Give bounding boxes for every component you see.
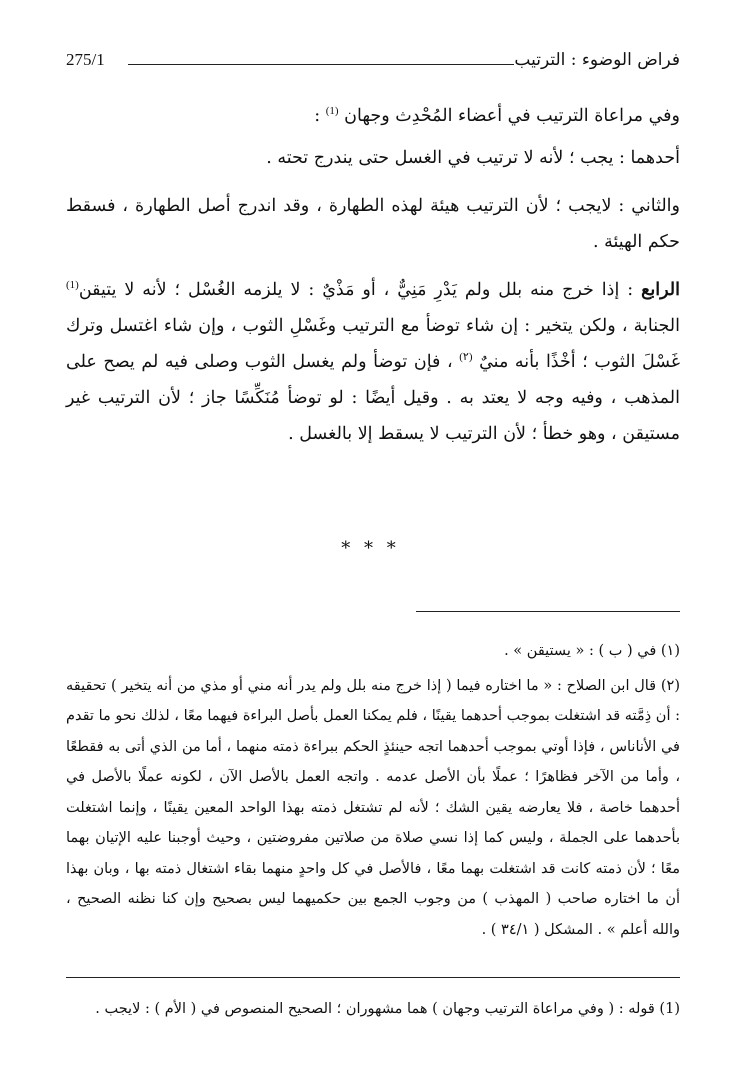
bottom-rule [66,977,680,978]
fourth-text-3: ، فإن توضأ ولم يغسل الثوب وصلى فيه لم يصح على المذهب ، وفيه وجه لا يعتد به . وقيل أيضًا : لو توضأ مُنَكِّسًا جاز ؛ لأن الترتيب غير مستيقن ، وهو خطأ ؛ لأن الترتيب لا يسقط إلا بالغسل . [66,352,680,444]
header-rule [128,64,514,65]
intro-tail: : [314,106,326,126]
fourth-heading: الرابع [641,280,680,300]
fourth-text-2: الجنابة ، ولكن يتخير : إن شاء توضأ مع الترتيب وغَسْلِ الثوب ، وإن شاء اغتسل وترك غَسْلَ الثوب ؛ أخْذًا بأنه منيٌ [66,316,680,372]
first-view-paragraph: أحدهما : يجب ؛ لأنه لا ترتيب في الغسل حتى يندرج تحته . [266,148,680,168]
page-header [66,50,680,78]
page-number: 275/1 [66,50,105,69]
footnote-ref: (1) [66,279,79,292]
bottom-note: (1) قوله : ( وفي مراعاة الترتيب وجهان ) هما مشهوران ؛ الصحيح المنصوص في ( الأم ) : لايجب . [95,1001,680,1017]
fourth-text-1: : إذا خرج منه بلل ولم يَدْرِ مَنِيٌّ ، أو مَذْيٌ : لا يلزمه الغُسْل ؛ لأنه لا يتيقن [78,280,642,300]
second-view-paragraph: والثاني : لايجب ؛ لأن الترتيب هيئة لهذه الطهارة ، وقد اندرج أصل الطهارة ، فسقط حكم الهيئة . [66,196,680,252]
section-separator: * * * [341,538,400,559]
footnote-1: (١) في ( ب ) : « يستيقن » . [504,643,680,659]
fourth-paragraph [66,272,680,452]
main-text [66,98,680,464]
footnote-ref: (٢) [459,351,473,364]
footnotes [66,636,680,949]
intro-paragraph [66,98,680,134]
footnote-ref: (1) [325,105,339,118]
running-title: فراض الوضوء : الترتيب [514,50,680,70]
footnote-2: (٢) قال ابن الصلاح : « ما اختاره فيما ( إذا خرج منه بلل ولم يدر أنه مني أو مذي من أنه يتخير ) تحقيقه : أن ذِمَّته قد اشتغلت بموجب أحدهما يقينًا ، فلم يمكنا العمل بأصل البراءة فيهما معًا ، لذلك نحو ما تقدم في الأناناس ، فإذا أوتي بموجب أحدهما اتجه حينئذٍ الحكم ببراءة ذمته منهما ، أما من الذي أتى به فقطعًا ، وأما من الآخر فظاهرًا ؛ عملًا بأن الأصل عدمه . واتجه العمل بالأصل الآن ، لكونه عملًا بالأصل في أحدهما خاصة ، فلا يعارضه يقين الشك ؛ لأنه لم تشتغل ذمته بهذا الواحد المعين يقينًا ، وإنما اشتغلت بأحدهما على الجملة ، وليس كما إذا نسي صلاة من صلاتين مفروضتين ، وحيث أوجبنا عليه الإتيان بهما معًا ؛ لأن ذمته كانت قد اشتغلت بهما معًا ، فالأصل في كل واحدٍ منهما بقاء اشتغال ذمته بها ، وبان بهذا أن ما اختاره صاحب ( المهذب ) من وجوب الجمع بين حكميهما ليس بصحيح وإن كنا نظنه الصحيح ، والله أعلم » . المشكل ( ٣٤/١ ) . [66,677,680,938]
intro-text: وفي مراعاة الترتيب في أعضاء المُحْدِث وجهان [344,106,680,126]
footnote-rule [416,611,680,612]
